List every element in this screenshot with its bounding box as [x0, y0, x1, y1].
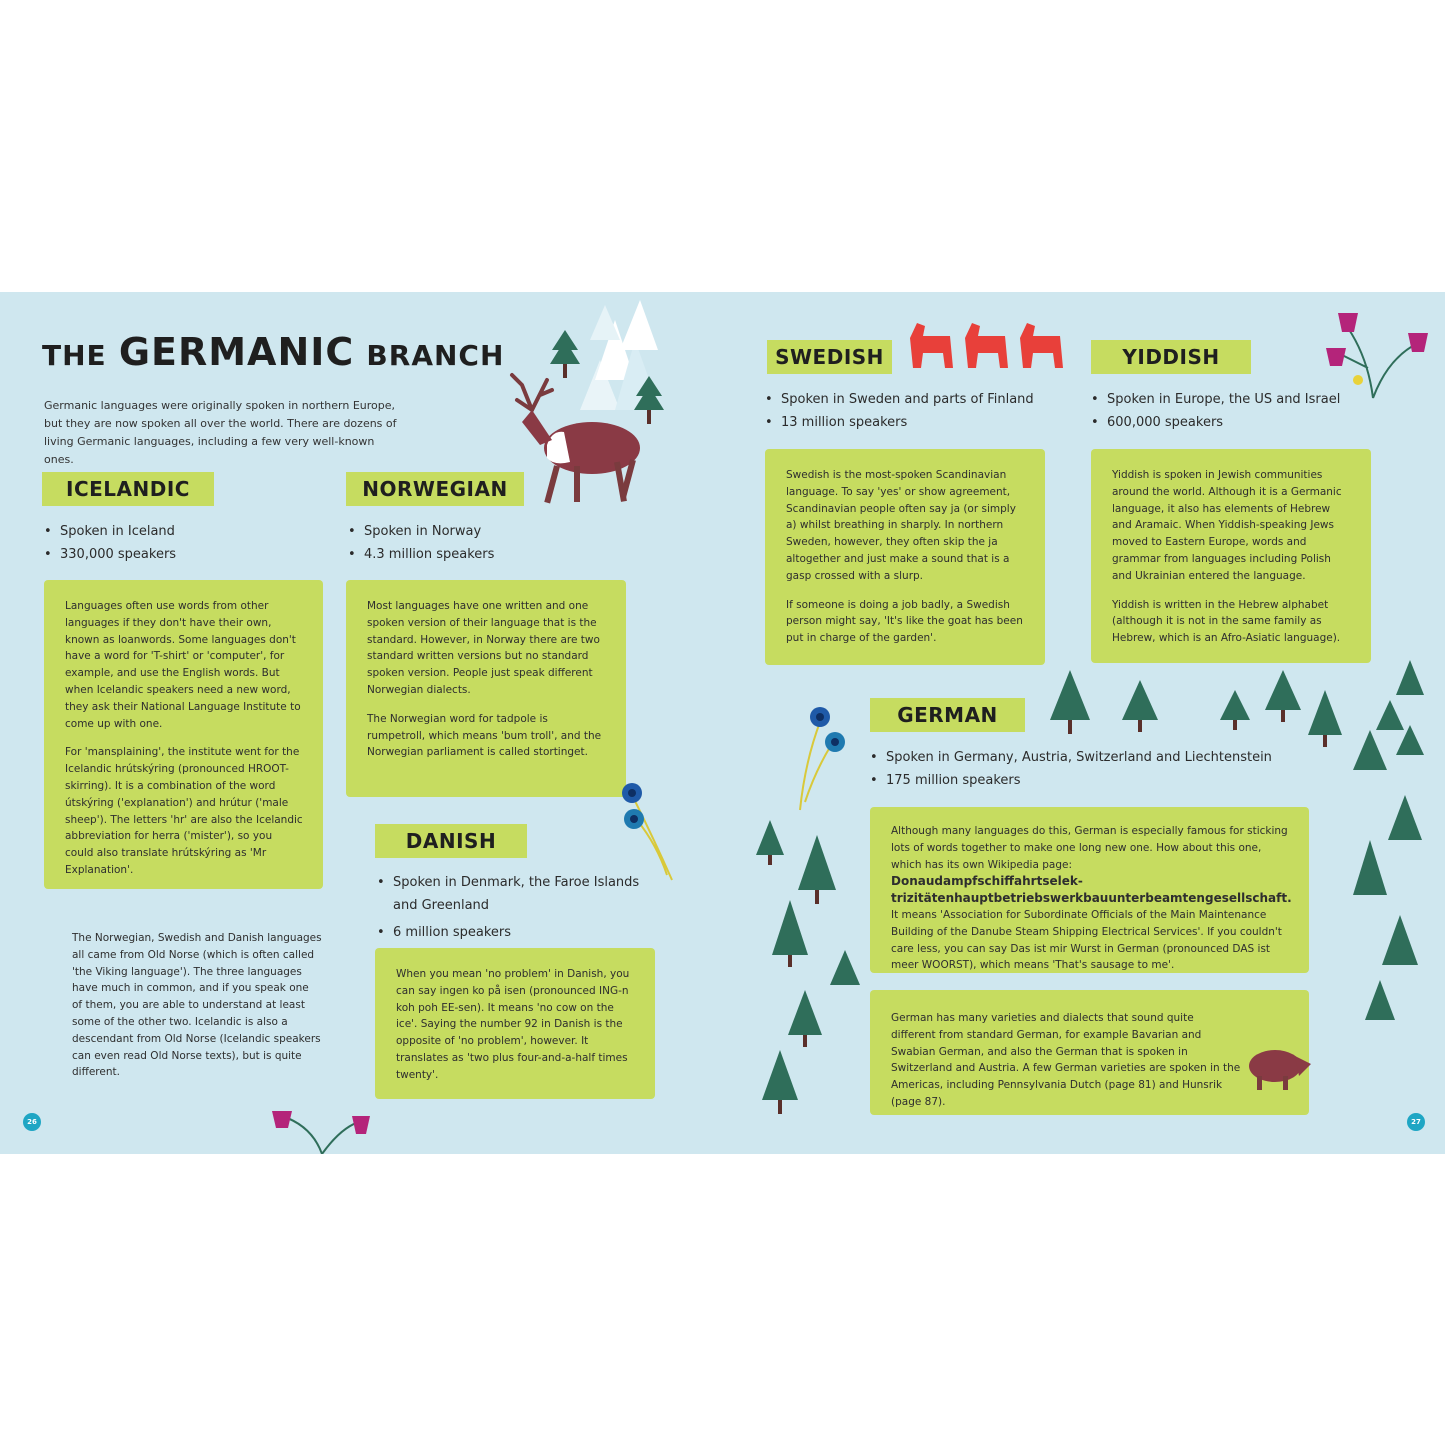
icelandic-bullets: [44, 520, 304, 566]
bellflower-illustration: [262, 1106, 382, 1154]
page-number-left: 26: [23, 1113, 41, 1131]
danish-box: [375, 948, 655, 1099]
list-item: • 600,000 speakers: [1091, 411, 1391, 434]
paragraph: Although many languages do this, German is especially famous for sticking lots of words together to make one long new one. How about this one, which has its own Wikipedia page: Donaudampfschiffahrtselek- trizitätenhauptbetriebswerkbauunterbeamtengesellschaft. It means 'Association for Subordinate Officials of the Main Maintenance Building of the Danube Steam Shipping Electrical Services'. If you couldn't care less, you can say Das ist mir Wurst in German (pronounced DAS ist meer WOORST), which means 'That's sausage to me'.: [891, 825, 1292, 972]
long-word: trizitätenhauptbetriebswerkbauunterbeamtengesellschaft.: [891, 891, 1292, 906]
list-item: • Spoken in Europe, the US and Israel: [1091, 388, 1391, 411]
page-title: THE GERMANIC BRANCH: [42, 330, 505, 374]
list-item: • Spoken in Germany, Austria, Switzerland and Liechtenstein: [870, 746, 1300, 769]
list-item: • 4.3 million speakers: [348, 543, 608, 566]
list-item: • 6 million speakers: [377, 921, 647, 944]
paragraph: German has many varieties and dialects that sound quite different from standard German, for example Bavarian and Swabian German, and also the German that is spoken in Switzerland and Austria. A few German varieties are spoken in the Americas, including Pennsylvania Dutch (page 81) and Hunsrik (page 87).: [891, 1012, 1241, 1108]
list-item: • Spoken in Iceland: [44, 520, 304, 543]
paragraph: Most languages have one written and one spoken version of their language that is the standard. However, in Norway there are two standard written versions but no standard spoken version. People just speak different Norwegian dialects.: [367, 600, 600, 696]
paragraph: The Norwegian word for tadpole is rumpetroll, which means 'bum troll', and the Norwegian parliament is called stortinget.: [367, 712, 602, 759]
list-item: • 330,000 speakers: [44, 543, 304, 566]
list-item: • Spoken in Norway: [348, 520, 608, 543]
paragraph: Yiddish is written in the Hebrew alphabet (although it is not in the same family as Hebrew, which is an Afro-Asiatic language).: [1112, 598, 1341, 645]
label-icelandic: ICELANDIC: [42, 472, 214, 506]
label-german: GERMAN: [870, 698, 1025, 732]
yiddish-box: [1091, 449, 1371, 663]
paragraph: Swedish is the most-spoken Scandinavian language. To say 'yes' or show agreement, Scandinavian people often say ja (or simply a) whilst breathing in sharply. In northern Sweden, however, they often skip the ja altogether and just make a sound that is a gasp crossed with a slurp.: [786, 469, 1016, 582]
list-item: • Spoken in Denmark, the Faroe Islands and Greenland: [377, 871, 647, 917]
cornflower-illustration: [612, 775, 682, 885]
viking-text: The Norwegian, Swedish and Danish languages all came from Old Norse (which is often called 'the Viking language'). The three languages have much in common, and if you speak one of them, you are able to understand at least some of the other two. Icelandic is also a descendant from Old Norse (Icelandic speakers can even read Old Norse texts), but is quite different.: [72, 932, 322, 1079]
norwegian-box: [346, 580, 626, 797]
intro-text: Germanic languages were originally spoken in northern Europe, but they are now spoken all over the world. There are dozens of living Germanic languages, including a few very well-known ones.: [44, 399, 397, 466]
paragraph: For 'mansplaining', the institute went for the Icelandic hrútskýring (pronounced HROOT-skirring). It is a combination of the word útskýring ('explanation') and hrútur ('male sheep'). The letters 'hr' are also the Icelandic abbreviation for herra ('mister'), so you could also translate hrútskýring as 'Mr Explanation'.: [65, 746, 303, 876]
long-word: Donaudampfschiffahrtselek-: [891, 874, 1083, 889]
dala-horse-illustration: [905, 318, 1070, 373]
bellflower-illustration: [1318, 308, 1433, 400]
paragraph: Yiddish is spoken in Jewish communities around the world. Although it is a Germanic language, it also has elements of Hebrew and Aramaic. When Yiddish-speaking Jews moved to Eastern Europe, words and grammar from languages including Polish and Ukrainian entered the language.: [1112, 469, 1342, 582]
page-number-right: 27: [1407, 1113, 1425, 1131]
boar-illustration: [1243, 1040, 1313, 1092]
german-box-1: [870, 807, 1309, 973]
paragraph: If someone is doing a job badly, a Swedish person might say, 'It's like the goat has been put in charge of the garden'.: [786, 598, 1023, 645]
paragraph: Languages often use words from other languages if they don't have their own, known as loanwords. Some languages don't have a word for 'T-shirt' or 'computer', for example, and use the English words. But when Icelandic speakers need a new word, they ask their National Language Institute to come up with one.: [65, 600, 301, 730]
list-item: • 175 million speakers: [870, 769, 1300, 792]
swedish-bullets: [765, 388, 1075, 434]
norwegian-bullets: [348, 520, 608, 566]
german-bullets: [870, 746, 1300, 792]
label-danish: DANISH: [375, 824, 527, 858]
list-item: • 13 million speakers: [765, 411, 1075, 434]
label-norwegian: NORWEGIAN: [346, 472, 524, 506]
label-yiddish: YIDDISH: [1091, 340, 1251, 374]
list-item: • Spoken in Sweden and parts of Finland: [765, 388, 1075, 411]
swedish-box: [765, 449, 1045, 665]
paragraph: When you mean 'no problem' in Danish, you can say ingen ko på isen (pronounced ING-n koh poh EE-sen). It means 'no cow on the ice'. Saying the number 92 in Danish is the opposite of 'no problem', however. It translates as 'two plus four-and-a-half times twenty'.: [396, 968, 630, 1081]
icelandic-box: [44, 580, 323, 889]
danish-bullets: [377, 871, 647, 944]
label-swedish: SWEDISH: [767, 340, 892, 374]
